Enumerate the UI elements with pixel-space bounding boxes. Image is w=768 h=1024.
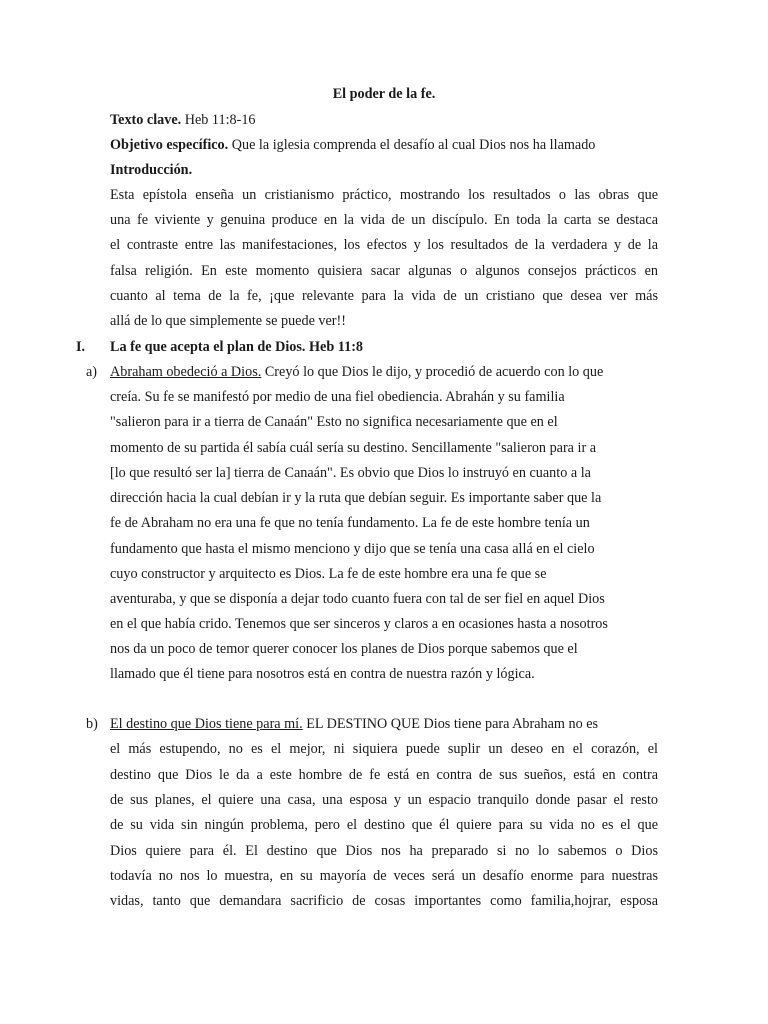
intro-line: una fe viviente y genuina produce en la vida de un discípulo. En toda la carta se destaca xyxy=(110,212,658,228)
intro-line: cuanto al tema de la fe, ¡que relevante para la vida de un cristiano que desea ver más xyxy=(110,288,658,304)
item-b-line: vidas, tanto que demandara sacrificio de cosas importantes como familia,hojrar, esposa xyxy=(110,893,658,909)
item-a-line: fundamento que hasta el mismo menciono y dijo que se tenía una casa allá en el cielo xyxy=(110,541,595,557)
objetivo-label: Objetivo específico. xyxy=(110,137,229,153)
texto-clave-label: Texto clave. xyxy=(110,112,182,128)
intro-line: el contraste entre las manifestaciones, los efectos y los resultados de la verdadera y de la xyxy=(110,237,658,253)
item-b-marker: b) xyxy=(86,716,98,732)
item-a-line: momento de su partida él sabía cuál sería su destino. Sencillamente "salieron para ir a xyxy=(110,440,597,456)
item-a-line: fe de Abraham no era una fe que no tenía fundamento. La fe de este hombre tenía un xyxy=(110,515,590,531)
intro-line: Esta epístola enseña un cristianismo práctico, mostrando los resultados o las obras que xyxy=(110,187,658,203)
item-a-line: aventuraba, y que se disponía a dejar todo cuanto fuera con tal de ser fiel en aquel Dios xyxy=(110,591,605,607)
item-a-line: dirección hacia la cual debían ir y la ruta que debían seguir. Es importante saber que la xyxy=(110,490,602,506)
item-a-first-rest: Creyó lo que Dios le dijo, y procedió de acuerdo con lo que xyxy=(261,364,604,380)
item-a-line: creía. Su fe se manifestó por medio de una fiel obediencia. Abrahán y su familia xyxy=(110,389,565,405)
item-b-first-line xyxy=(110,715,658,733)
item-b-line: destino que Dios le da a este hombre de fe está en contra de sus sueños, está en contra xyxy=(110,767,658,783)
item-a-line: nos da un poco de temor querer conocer los planes de Dios porque sabemos que el xyxy=(110,641,578,657)
texto-clave-line xyxy=(110,111,658,129)
item-a-line: [lo que resultó ser la] tierra de Canaán". Es obvio que Dios lo instruyó en cuanto a la xyxy=(110,465,591,481)
item-b-line: de sus planes, el quiere una casa, una esposa y un espacio tranquilo donde pasar el resto xyxy=(110,792,658,808)
item-b-line: el más estupendo, no es el mejor, ni siquiera puede suplir un deseo en el corazón, el xyxy=(110,741,658,757)
item-a-title: Abraham obedeció a Dios. xyxy=(110,364,262,380)
section-heading: La fe que acepta el plan de Dios. Heb 11:8 xyxy=(110,339,364,355)
objetivo-line xyxy=(110,136,658,154)
introduccion-label: Introducción. xyxy=(110,162,193,178)
item-a-first-line xyxy=(110,363,658,381)
intro-line: falsa religión. En este momento quisiera sacar algunas o algunos consejos prácticos en xyxy=(110,263,658,279)
item-b-title: El destino que Dios tiene para mí. xyxy=(110,716,303,732)
intro-line: allá de lo que simplemente se puede ver!! xyxy=(110,313,346,329)
item-b-line: de su vida sin ningún problema, pero el destino que él quiere para su vida no es el que xyxy=(110,817,658,833)
objetivo-value: Que la iglesia comprenda el desafío al cual Dios nos ha llamado xyxy=(228,137,596,153)
item-b-line: todavía no nos lo muestra, en su mayoría de veces será un desafío enorme para nuestras xyxy=(110,868,658,884)
item-a-line: cuyo constructor y arquitecto es Dios. La fe de este hombre era una fe que se xyxy=(110,566,547,582)
texto-clave-value: Heb 11:8-16 xyxy=(181,112,256,128)
item-b-line: Dios quiere para él. El destino que Dios nos ha preparado si no lo sabemos o Dios xyxy=(110,843,658,859)
item-a-line: "salieron para ir a tierra de Canaán" Esto no significa necesariamente que en el xyxy=(110,414,558,430)
item-b-first-rest: EL DESTINO QUE Dios tiene para Abraham no es xyxy=(302,716,599,732)
introduccion-heading xyxy=(110,161,658,179)
page-title: El poder de la fe. xyxy=(332,86,436,102)
item-a-marker: a) xyxy=(86,364,98,380)
item-a-line: llamado que él tiene para nosotros está en contra de nuestra razón y lógica. xyxy=(110,666,535,682)
item-a-line: en el que había crido. Tenemos que ser sinceros y claros a en ocasiones hasta a nosotros xyxy=(110,616,608,632)
section-marker: I. xyxy=(76,339,86,355)
